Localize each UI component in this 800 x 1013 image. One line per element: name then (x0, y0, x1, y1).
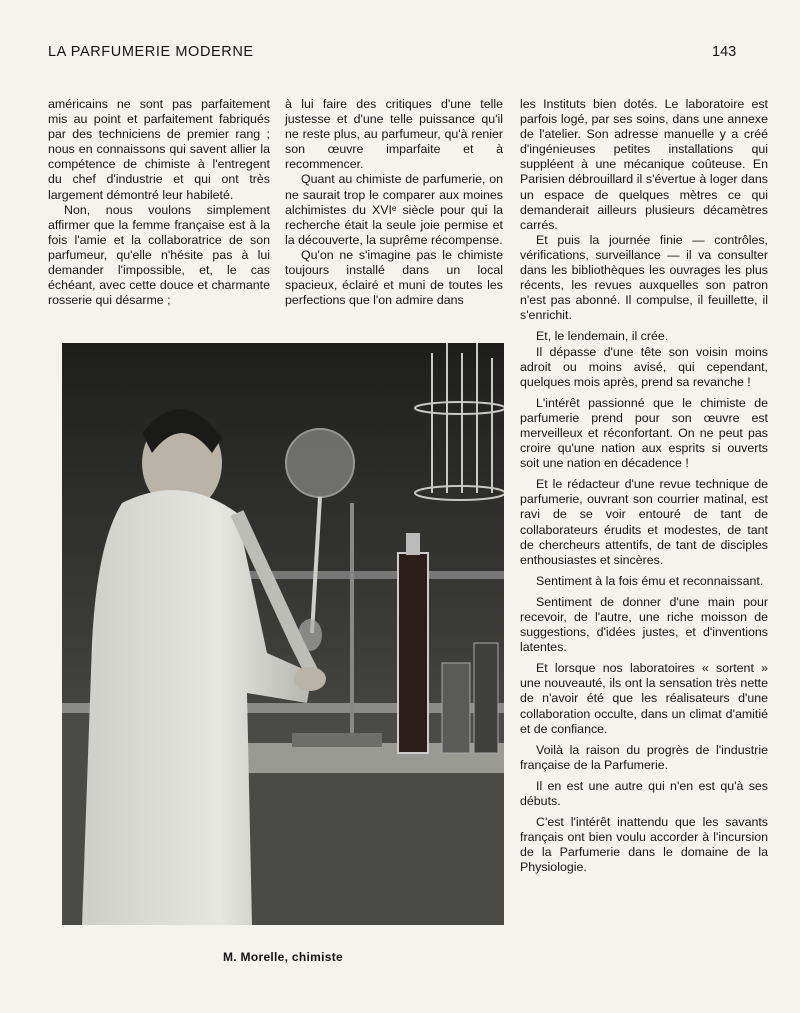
chemist-photo-illustration (62, 343, 504, 925)
paragraph: Quant au chimiste de parfumerie, on ne saurait trop le comparer aux moines alchimistes du XVIᵉ siècle pour qui la recherche était la seule joie permise et la découverte, la suprême récompense. (285, 172, 503, 247)
paragraph: Sentiment à la fois ému et reconnaissant. (536, 573, 764, 588)
text-column-2 (285, 97, 503, 308)
paragraph: L'intérêt passionné que le chimiste de parfumerie prend pour son œuvre est merveilleux et réconfortant. On ne peut pas croire qu'une nation aux esprits si ouverts soit une nation en décadence ! (520, 395, 768, 471)
paragraph: C'est l'intérêt inattendu que les savants français ont bien voulu accorder à l'incursion de la Parfumerie dans le domaine de la Physiologie. (520, 815, 768, 875)
paragraph: américains ne sont pas parfaitement mis au point et parfaitement fabriqués par des techniciens de premier rang ; nous en connaissons qui savent allier la compétence de chimiste à l'entregent du chef d'industrie et qui ont très largement démontré leur habileté. (48, 97, 270, 202)
paragraph: Et lorsque nos laboratoires « sortent » une nouveauté, ils ont la sensation très nette de n'avoir été que les réalisateurs d'une collaboration occulte, dans un climat d'amitié et de confiance. (520, 661, 768, 736)
laboratory-photo (62, 343, 504, 925)
photo-caption: M. Morelle, chimiste (222, 950, 344, 964)
paragraph: Sentiment de donner d'une main pour recevoir, de l'autre, une riche moisson de suggestions, d'idées justes, et d'inventions latentes. (520, 594, 768, 655)
paragraph: Il dépasse d'une tête son voisin moins adroit ou moins avisé, qui cependant, quelques mois après, prend sa revanche ! (520, 344, 768, 389)
running-header-title: LA PARFUMERIE MODERNE (48, 44, 254, 60)
paragraph: Et, le lendemain, il crée. (536, 329, 669, 344)
paragraph: Et le rédacteur d'une revue technique de parfumerie, ouvrant son courrier matinal, est ravi de se voir entouré de tant de collaborateurs érudits et modestes, de tant de chercheurs attentifs, de tant de disciples enthousiastes et sincères. (520, 477, 768, 567)
paragraph: Non, nous voulons simplement affirmer que la femme française est à la fois l'amie et la collaboratrice de son parfumeur, qu'elle n'hésite pas à lui demander l'impossible, et, le cas échéant, avec cette douce et charmante rosserie qui désarme ; (48, 202, 270, 308)
paragraph: les Instituts bien dotés. Le laboratoire est parfois logé, par ses soins, dans une annexe de l'atelier. Son adresse manuelle y a créé d'ingénieuses petites installations qui suppléent à une mécanique coûteuse. En Parisien débrouillard il s'évertue à loger dans un espace de quelques mètres ce qui demanderait ailleurs plusieurs décamètres carrés. (520, 97, 768, 232)
paragraph: à lui faire des critiques d'une telle justesse et d'une telle puissance qu'il ne reste plus, au parfumeur, qu'à renier son œuvre imparfaite et à recommencer. (285, 97, 503, 172)
text-column-1 (48, 97, 270, 308)
paragraph: Voilà la raison du progrès de l'industrie française de la Parfumerie. (520, 742, 768, 772)
paragraph: Qu'on ne s'imagine pas le chimiste toujours installé dans un local spacieux, éclairé et muni de toutes les perfections que l'on admire dans (285, 247, 503, 308)
paragraph: Et puis la journée finie — contrôles, vérifications, surveillance — il va consulter dans les bibliothèques les ouvrages les plus récents, les revues auxquelles son patron n'est pas abonné. Il compulse, il feuillette, il s'enrichit. (520, 232, 768, 323)
page-number: 143 (712, 44, 737, 60)
text-column-3 (520, 97, 768, 876)
paragraph: Il en est une autre qui n'en est qu'à ses débuts. (520, 778, 768, 809)
